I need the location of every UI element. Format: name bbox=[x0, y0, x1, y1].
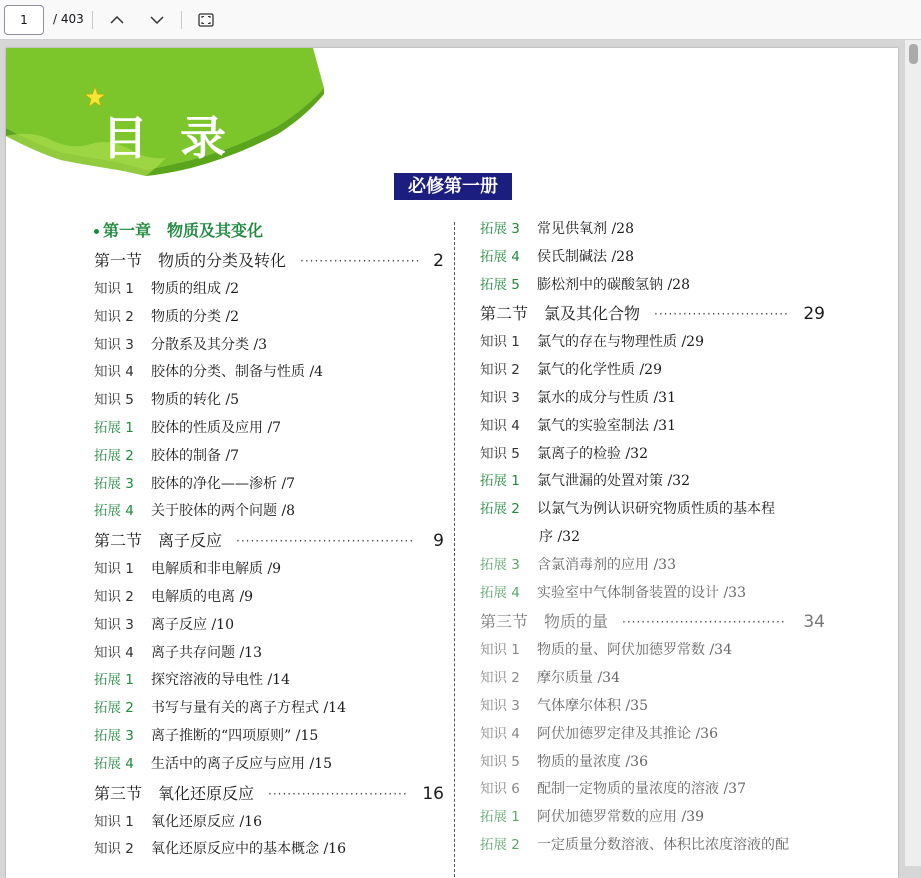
item-prefix: 知识 3 bbox=[480, 697, 520, 714]
toc-left-column bbox=[94, 216, 444, 864]
dot-leader: ···························· bbox=[654, 307, 789, 322]
toc-knowledge-item[interactable] bbox=[94, 556, 444, 584]
item-text: 氯气的实验室制法 /31 bbox=[537, 417, 676, 434]
book-label: 必修第一册 bbox=[394, 173, 512, 200]
item-prefix: 知识 1 bbox=[94, 281, 134, 297]
item-text: 离子反应 /10 bbox=[151, 616, 234, 633]
toc-knowledge-item[interactable] bbox=[480, 329, 825, 357]
dot-leader: ····································· bbox=[236, 534, 415, 549]
item-prefix: 知识 2 bbox=[480, 362, 520, 379]
item-prefix: 知识 1 bbox=[94, 813, 134, 830]
item-text: 氯气的存在与物理性质 /29 bbox=[537, 334, 704, 351]
item-prefix: 知识 1 bbox=[480, 642, 520, 659]
toc-extension-item[interactable] bbox=[94, 723, 444, 751]
toolbar-separator bbox=[181, 11, 182, 29]
toc-knowledge-item[interactable] bbox=[94, 387, 444, 415]
item-prefix: 拓展 4 bbox=[94, 755, 134, 772]
pdf-toolbar bbox=[0, 0, 921, 40]
item-text: 氧化还原反应 /16 bbox=[151, 813, 262, 830]
item-prefix: 拓展 3 bbox=[94, 475, 134, 492]
item-prefix: 知识 2 bbox=[94, 841, 134, 858]
fullscreen-icon bbox=[198, 13, 214, 27]
item-text: 氧化还原反应中的基本概念 /16 bbox=[151, 841, 346, 858]
item-text: 物质的转化 /5 bbox=[151, 392, 240, 409]
toc-item-continuation[interactable] bbox=[480, 524, 825, 552]
item-prefix: 拓展 3 bbox=[480, 556, 520, 573]
item-text: 胶体的制备 /7 bbox=[151, 447, 240, 464]
item-prefix: 拓展 3 bbox=[94, 727, 134, 744]
item-text: 气体摩尔体积 /35 bbox=[537, 697, 648, 714]
chapter-label: 第一章 物质及其变化 bbox=[103, 221, 264, 240]
toc-extension-item[interactable] bbox=[480, 832, 825, 860]
item-text: 离子共存问题 /13 bbox=[151, 644, 262, 661]
item-prefix: 拓展 4 bbox=[480, 584, 520, 601]
toc-extension-item[interactable] bbox=[480, 272, 825, 300]
toc-knowledge-item[interactable] bbox=[480, 665, 825, 693]
item-prefix: 拓展 1 bbox=[94, 419, 134, 436]
toc-extension-item[interactable] bbox=[94, 667, 444, 695]
item-prefix: 拓展 1 bbox=[480, 809, 520, 826]
toc-knowledge-item[interactable] bbox=[480, 749, 825, 777]
item-text: 关于胶体的两个问题 /8 bbox=[151, 503, 296, 520]
dot-leader: ························· bbox=[300, 254, 421, 268]
item-prefix: 知识 4 bbox=[94, 364, 134, 381]
toc-knowledge-item[interactable] bbox=[480, 637, 825, 665]
toc-chapter-heading[interactable] bbox=[94, 216, 444, 246]
item-prefix: 知识 1 bbox=[480, 334, 520, 351]
toc-knowledge-item[interactable] bbox=[94, 612, 444, 640]
item-text: 实验室中气体制备装置的设计 /33 bbox=[537, 584, 746, 601]
toc-extension-item[interactable] bbox=[94, 443, 444, 471]
item-prefix: 知识 5 bbox=[480, 753, 520, 770]
page-total-label: / 403 bbox=[53, 12, 84, 26]
toc-section-heading[interactable] bbox=[94, 526, 444, 556]
section-page-number: 2 bbox=[433, 251, 444, 271]
toc-knowledge-item[interactable] bbox=[480, 721, 825, 749]
toc-extension-item[interactable] bbox=[94, 415, 444, 443]
item-text: 阿伏加德罗定律及其推论 /36 bbox=[537, 725, 718, 742]
item-text: 电解质的电离 /9 bbox=[151, 588, 254, 605]
item-prefix: 拓展 2 bbox=[94, 447, 134, 464]
item-prefix: 知识 5 bbox=[94, 392, 134, 409]
item-prefix: 知识 4 bbox=[480, 417, 520, 434]
dot-leader: ····························· bbox=[268, 786, 408, 801]
item-prefix: 拓展 4 bbox=[480, 248, 520, 265]
previous-page-button[interactable] bbox=[103, 6, 131, 34]
item-text: 胶体的净化——渗析 /7 bbox=[151, 475, 296, 492]
column-divider bbox=[454, 222, 455, 878]
item-text: 膨松剂中的碳酸氢钠 /28 bbox=[537, 276, 690, 293]
item-text: 以氯气为例认识研究物质性质的基本程 bbox=[537, 501, 775, 518]
toc-extension-item[interactable] bbox=[94, 498, 444, 526]
item-text: 物质的分类 /2 bbox=[151, 308, 240, 325]
item-text: 书写与量有关的离子方程式 /14 bbox=[151, 700, 346, 717]
item-prefix: 拓展 1 bbox=[480, 473, 520, 490]
toc-extension-item[interactable] bbox=[480, 244, 825, 272]
item-text: 氯气泄漏的处置对策 /32 bbox=[537, 473, 690, 490]
item-text: 胶体的分类、制备与性质 /4 bbox=[151, 364, 324, 381]
toc-knowledge-item[interactable] bbox=[480, 357, 825, 385]
toc-knowledge-item[interactable] bbox=[94, 304, 444, 332]
section-page-number: 16 bbox=[422, 783, 444, 804]
item-prefix: 知识 3 bbox=[480, 389, 520, 406]
pdf-page bbox=[6, 48, 898, 878]
item-text: 物质的量浓度 /36 bbox=[537, 753, 648, 770]
item-prefix: 拓展 2 bbox=[94, 700, 134, 717]
item-prefix: 拓展 4 bbox=[94, 503, 134, 520]
toc-knowledge-item[interactable] bbox=[94, 836, 444, 864]
item-text: 分散系及其分类 /3 bbox=[151, 336, 268, 353]
toc-knowledge-item[interactable] bbox=[480, 385, 825, 413]
item-prefix: 知识 6 bbox=[480, 781, 520, 798]
item-text: 含氯消毒剂的应用 /33 bbox=[537, 556, 676, 573]
item-prefix: 拓展 2 bbox=[480, 501, 520, 518]
toc-knowledge-item[interactable] bbox=[480, 441, 825, 469]
bullet-icon bbox=[94, 229, 99, 234]
chevron-up-icon bbox=[110, 15, 124, 25]
item-text: 物质的组成 /2 bbox=[151, 281, 240, 297]
item-text: 氯离子的检验 /32 bbox=[537, 445, 648, 462]
section-label: 第二节 离子反应 bbox=[94, 531, 223, 551]
toc-section-heading[interactable] bbox=[94, 246, 444, 276]
item-prefix: 拓展 5 bbox=[480, 276, 520, 293]
toc-section-heading[interactable] bbox=[480, 607, 825, 637]
presentation-mode-button[interactable] bbox=[192, 6, 220, 34]
vertical-scrollbar[interactable] bbox=[905, 40, 921, 866]
item-text: 常见供氧剂 /28 bbox=[537, 221, 634, 237]
section-label: 第三节 氧化还原反应 bbox=[94, 783, 255, 803]
item-text: 离子推断的“四项原则” /15 bbox=[151, 727, 319, 744]
toc-knowledge-item[interactable] bbox=[94, 359, 444, 387]
item-prefix: 知识 2 bbox=[480, 670, 520, 687]
page-title: 目 录 bbox=[102, 111, 235, 165]
section-label: 第二节 氯及其化合物 bbox=[480, 304, 641, 324]
item-prefix: 拓展 2 bbox=[480, 836, 520, 853]
next-page-button[interactable] bbox=[143, 6, 171, 34]
toc-knowledge-item[interactable] bbox=[94, 276, 444, 304]
toc-extension-item[interactable] bbox=[480, 552, 825, 580]
item-prefix: 知识 3 bbox=[94, 336, 134, 353]
item-prefix: 知识 2 bbox=[94, 308, 134, 325]
toc-extension-item[interactable] bbox=[480, 580, 825, 608]
item-prefix: 知识 1 bbox=[94, 561, 134, 578]
toc-knowledge-item[interactable] bbox=[480, 693, 825, 721]
dot-leader: ·································· bbox=[622, 615, 786, 630]
toc-extension-item[interactable] bbox=[480, 468, 825, 496]
toc-section-heading[interactable] bbox=[94, 779, 444, 809]
toc-knowledge-item[interactable] bbox=[94, 809, 444, 837]
toc-extension-item[interactable] bbox=[94, 695, 444, 723]
item-text: 胶体的性质及应用 /7 bbox=[151, 419, 282, 436]
item-text: 生活中的离子反应与应用 /15 bbox=[151, 755, 332, 772]
section-label: 第一节 物质的分类及转化 bbox=[94, 251, 287, 270]
section-page-number: 9 bbox=[433, 531, 444, 552]
item-text: 电解质和非电解质 /9 bbox=[151, 561, 282, 578]
toc-extension-item[interactable] bbox=[94, 751, 444, 779]
item-prefix: 拓展 1 bbox=[94, 672, 134, 689]
page-number-input[interactable]: 1 bbox=[4, 5, 44, 35]
section-label: 第三节 物质的量 bbox=[480, 612, 609, 632]
toc-knowledge-item[interactable] bbox=[94, 584, 444, 612]
item-prefix: 知识 4 bbox=[480, 725, 520, 742]
item-text: 探究溶液的导电性 /14 bbox=[151, 672, 290, 689]
toc-knowledge-item[interactable] bbox=[94, 332, 444, 360]
toc-right-column bbox=[480, 216, 825, 860]
toc-section-heading[interactable] bbox=[480, 299, 825, 329]
item-text: 氯气的化学性质 /29 bbox=[537, 362, 662, 379]
toc-knowledge-item[interactable] bbox=[480, 413, 825, 441]
item-prefix: 知识 5 bbox=[480, 445, 520, 462]
toolbar-separator bbox=[92, 11, 93, 29]
item-text: 配制一定物质的量浓度的溶液 /37 bbox=[537, 781, 746, 798]
item-text: 序 /32 bbox=[539, 528, 580, 545]
toc-knowledge-item[interactable] bbox=[480, 776, 825, 804]
item-prefix: 知识 2 bbox=[94, 588, 134, 605]
toc-knowledge-item[interactable] bbox=[94, 640, 444, 668]
scrollbar-thumb[interactable] bbox=[909, 44, 918, 64]
item-text: 氯水的成分与性质 /31 bbox=[537, 389, 676, 406]
item-prefix: 知识 3 bbox=[94, 616, 134, 633]
item-text: 物质的量、阿伏加德罗常数 /34 bbox=[537, 642, 732, 659]
section-page-number: 29 bbox=[803, 304, 825, 325]
toc-extension-item[interactable] bbox=[480, 216, 825, 244]
item-prefix: 拓展 3 bbox=[480, 221, 520, 237]
section-page-number: 34 bbox=[803, 612, 825, 633]
item-text: 摩尔质量 /34 bbox=[537, 670, 620, 687]
toc-extension-item[interactable] bbox=[94, 471, 444, 499]
item-text: 一定质量分数溶液、体积比浓度溶液的配 bbox=[537, 836, 789, 853]
item-text: 阿伏加德罗常数的应用 /39 bbox=[537, 809, 704, 826]
toc-extension-item[interactable] bbox=[480, 804, 825, 832]
toc-extension-item[interactable] bbox=[480, 496, 825, 524]
chevron-down-icon bbox=[150, 15, 164, 25]
item-prefix: 知识 4 bbox=[94, 644, 134, 661]
item-text: 侯氏制碱法 /28 bbox=[537, 248, 634, 265]
